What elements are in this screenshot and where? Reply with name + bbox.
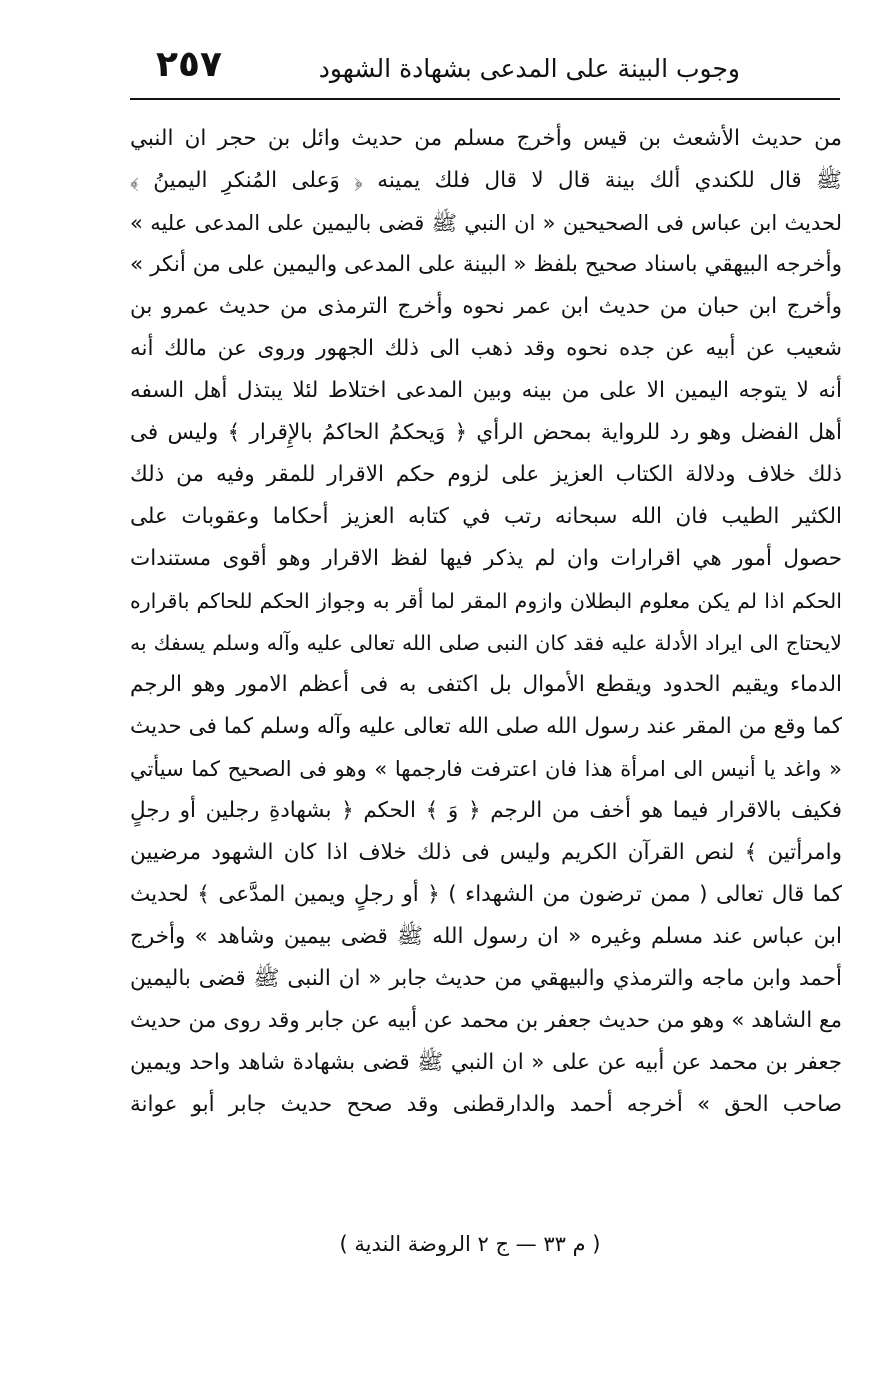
text-line: أهل الفضل وهو رد للرواية بمحض الرأي ﴿ وَيحكمُ الحاكمُ بالإِقرار ﴾ وليس فى (130, 420, 842, 445)
text-line: صاحب الحق » أخرجه أحمد والدارقطنى وقد صحح حديث جابر أبو عوانة (130, 1092, 842, 1117)
page-number: ٢٥٧ (156, 44, 222, 85)
text-line: وأخرج ابن حبان من حديث ابن عمر نحوه وأخرج الترمذى من حديث عمرو بن (130, 294, 842, 319)
text-line: لحديث ابن عباس فى الصحيحين « ان النبي ﷺ قضى باليمين على المدعى عليه » (130, 211, 842, 235)
text-line: جعفر بن محمد عن أبيه عن على « ان النبي ﷺ قضى بشهادة شاهد واحد ويمين (130, 1050, 842, 1075)
text-line: مع الشاهد » وهو من حديث جعفر بن محمد عن أبيه عن جابر وقد روى من حديث (130, 1008, 842, 1033)
text-line: ﷺ قال للكندي ألك بينة قال لا قال فلك يمينه ﴿ وَعلى المُنكرِ اليمينُ ﴾ (130, 168, 842, 193)
text-line: وامرأتين ﴾ لنص القرآن الكريم وليس فى ذلك خلاف اذا كان الشهود مرضيين (130, 840, 842, 865)
text-line: أحمد وابن ماجه والترمذي والبيهقي من حديث جابر « ان النبى ﷺ قضى باليمين (130, 966, 842, 991)
text-line: فكيف بالاقرار فيما هو أخف من الرجم ﴿ وَ ﴾ الحكم ﴿ بشهادةِ رجلين أو رجلٍ (130, 798, 842, 823)
text-line: ابن عباس عند مسلم وغيره « ان رسول الله ﷺ قضى بيمين وشاهد » وأخرج (130, 924, 842, 949)
text-line: الكثير الطيب فان الله سبحانه رتب في كتابه العزيز أحكاما وعقوبات على (130, 504, 842, 529)
text-line: أنه لا يتوجه اليمين الا على من بينه وبين المدعى اختلاط لئلا يبتذل أهل السفه (130, 378, 842, 403)
text-line: وأخرجه البيهقي باسناد صحيح بلفظ « البينة على المدعى واليمين على من أنكر » (130, 252, 842, 277)
text-line: كما وقع من المقر عند رسول الله صلى الله تعالى عليه وآله وسلم كما فى حديث (130, 714, 842, 739)
text-line: كما قال تعالى ( ممن ترضون من الشهداء ) ﴿ أو رجلٍ ويمين المدَّعى ﴾ لحديث (130, 882, 842, 907)
text-line: الدماء ويقيم الحدود ويقطع الأموال بل اكتفى به فى أعظم الامور وهو الرجم (130, 672, 842, 697)
header-rule (130, 98, 840, 100)
text-line: من حديث الأشعث بن قيس وأخرج مسلم من حديث وائل بن حجر ان النبي (130, 126, 842, 151)
body-text (130, 118, 842, 1126)
text-line: الحكم اذا لم يكن معلوم البطلان وازوم المقر لما أقر به وجواز الحكم للحاكم باقراره (130, 589, 842, 613)
text-line: شعيب عن أبيه عن جده نحوه وقد ذهب الى ذلك الجهور وروى عن مالك أنه (130, 336, 842, 361)
page-header (128, 44, 840, 96)
text-line: ذلك خلاف ودلالة الكتاب العزيز على لزوم حكم الاقرار للمقر وفيه من ذلك (130, 462, 842, 487)
text-line: حصول أمور هي اقرارات وان لم يذكر فيها لفظ الاقرار وهو أقوى مستندات (130, 546, 842, 571)
text-line: « واغد يا أنيس الى امرأة هذا فان اعترفت فارجمها » وهو فى الصحيح كما سيأتي (130, 757, 842, 781)
footer-reference: ( م ٣٣ — ج ٢ الروضة الندية ) (339, 1232, 601, 1256)
running-title: وجوب البينة على المدعى بشهادة الشهود (318, 54, 740, 83)
text-line: لايحتاج الى ايراد الأدلة عليه فقد كان النبى صلى الله تعالى عليه وآله وسلم يسفك به (130, 631, 842, 655)
